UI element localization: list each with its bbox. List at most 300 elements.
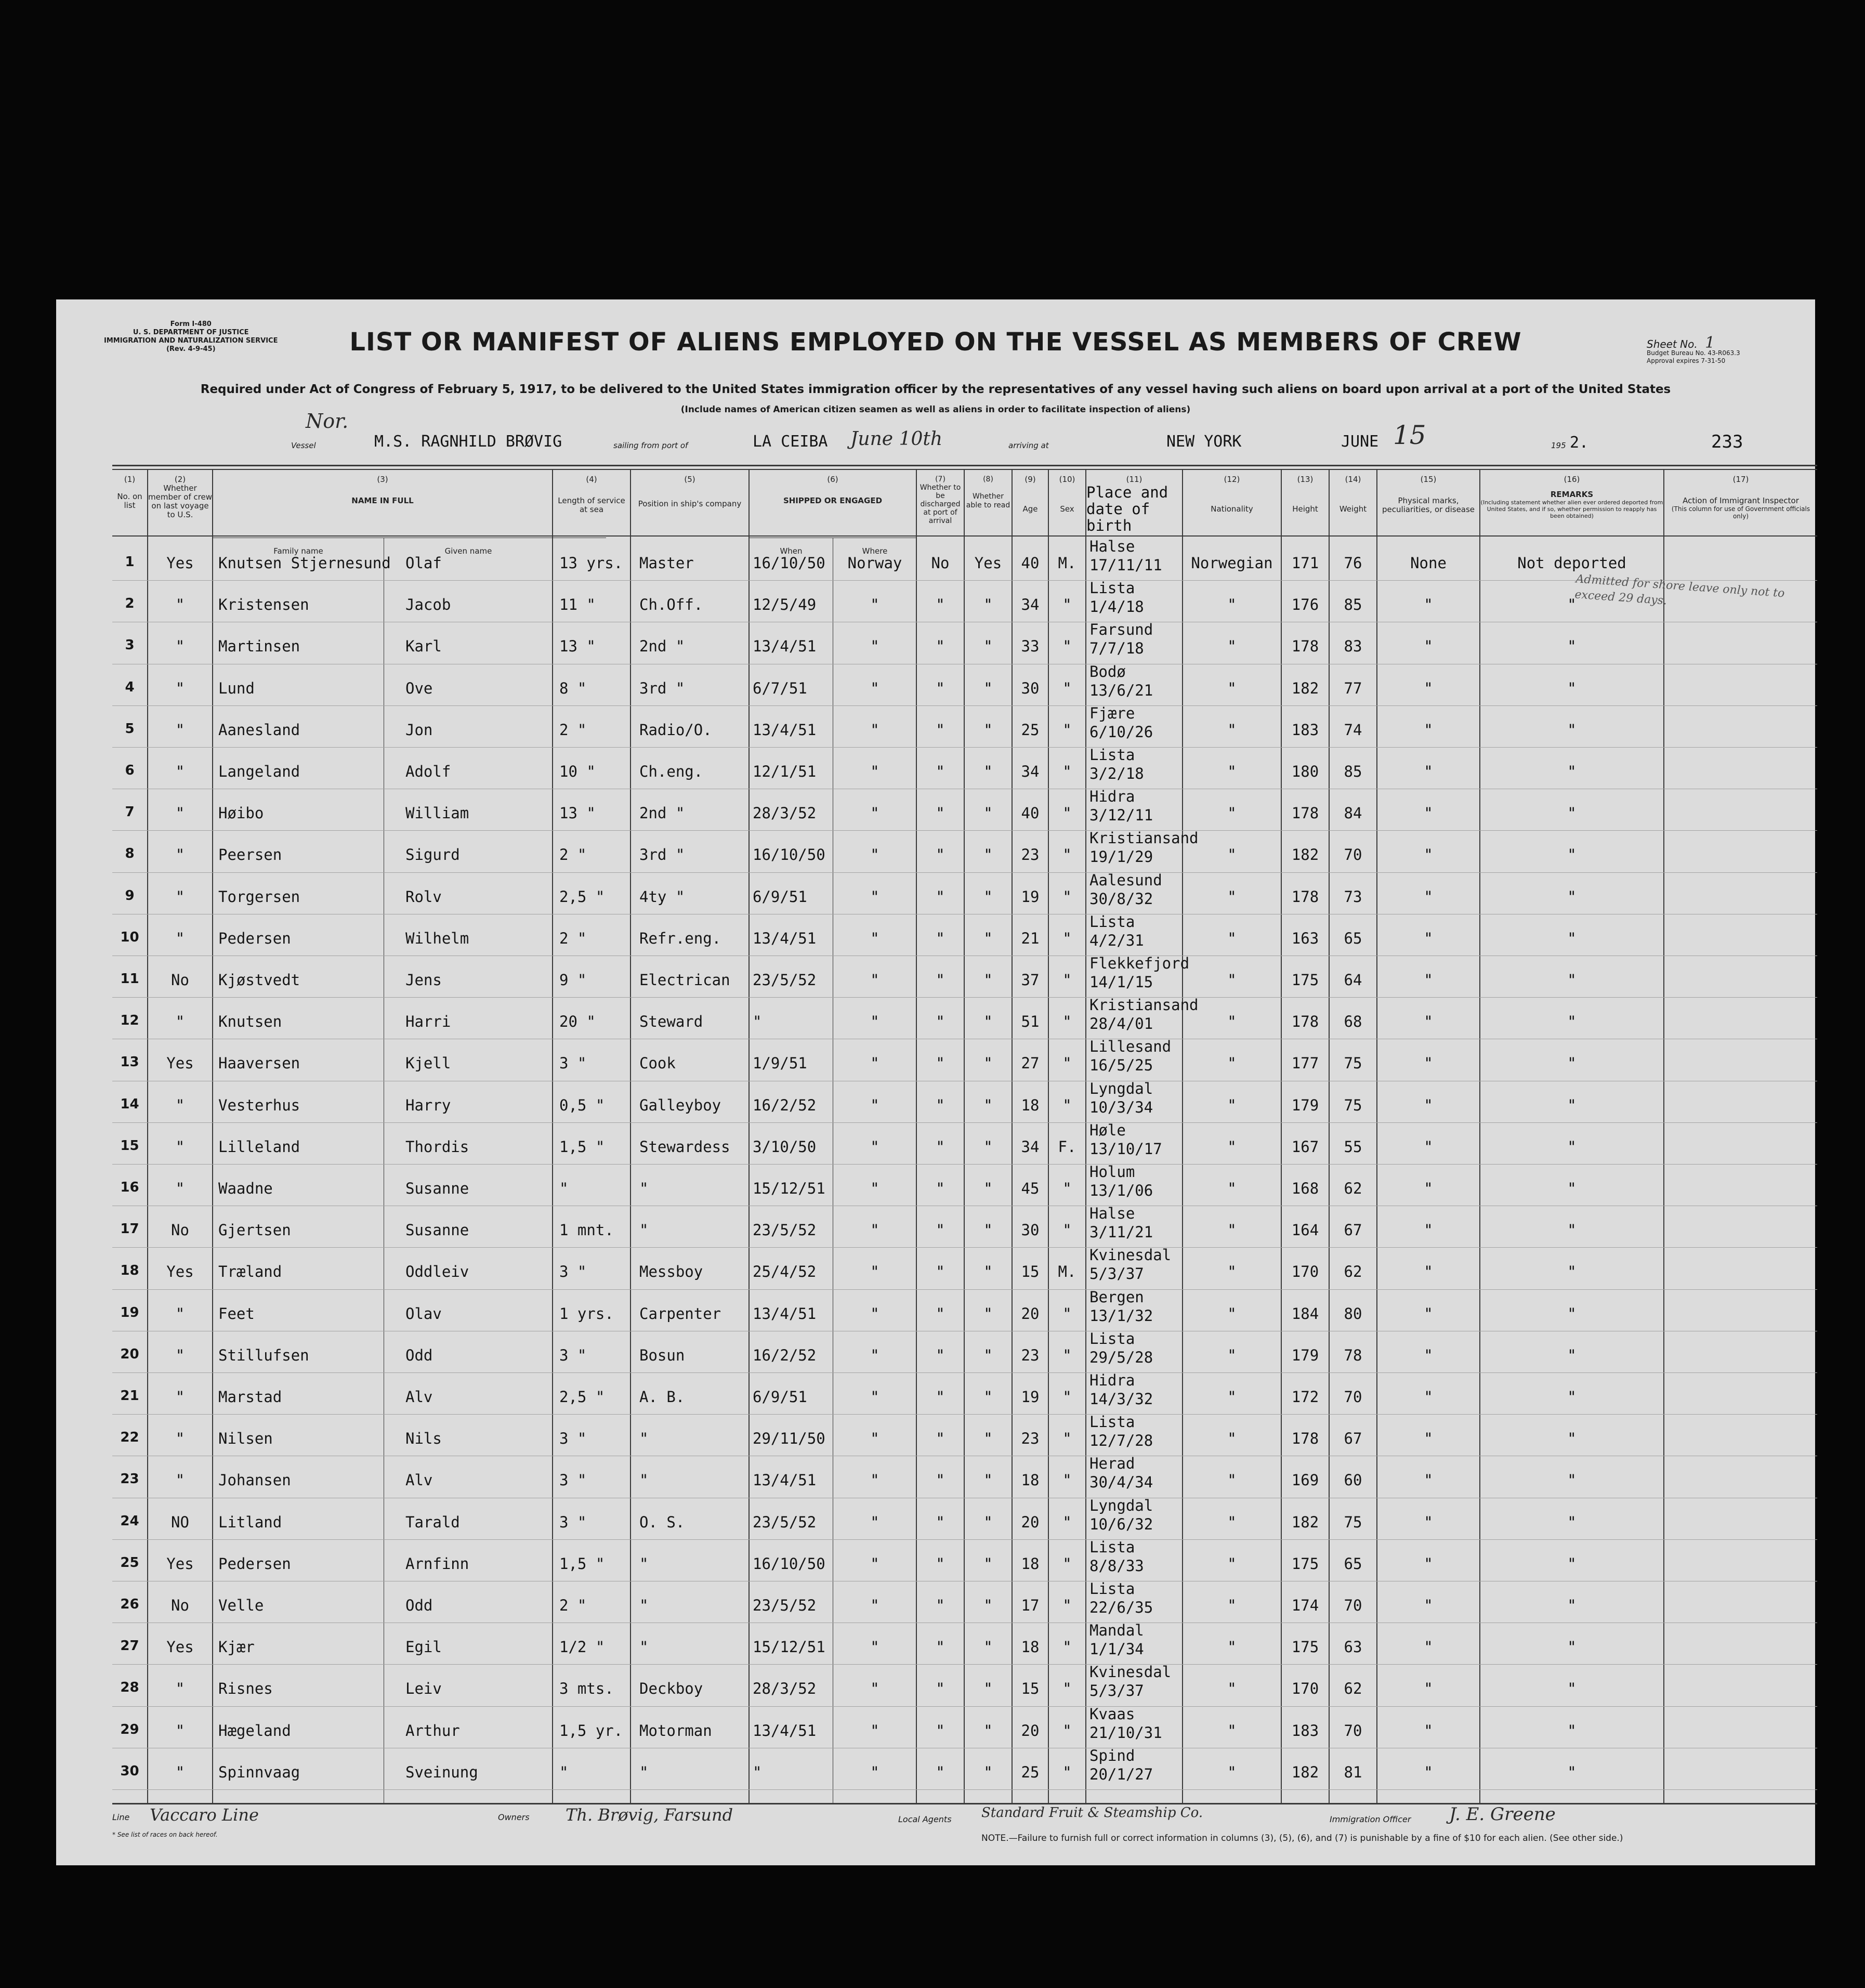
given-name: Sigurd bbox=[405, 846, 460, 864]
sex: " bbox=[1062, 804, 1072, 822]
age: 18 bbox=[1021, 1471, 1040, 1489]
birth-place: Bergen bbox=[1089, 1288, 1144, 1306]
shipped-when: 16/10/50 bbox=[753, 554, 825, 572]
row-number: 20 bbox=[120, 1346, 139, 1362]
last-voyage: " bbox=[175, 1013, 185, 1031]
height: 179 bbox=[1291, 1096, 1319, 1114]
row-rule bbox=[112, 1539, 1817, 1540]
position: " bbox=[639, 1638, 649, 1656]
shipped-when: 6/7/51 bbox=[753, 679, 807, 697]
vessel-prefix: Nor. bbox=[306, 410, 349, 433]
col-number: (8) bbox=[983, 475, 993, 483]
row-rule bbox=[112, 1414, 1817, 1415]
col-title: SHIPPED OR ENGAGED bbox=[783, 496, 883, 505]
height: 164 bbox=[1291, 1221, 1319, 1239]
able-to-read: " bbox=[983, 1013, 993, 1031]
shipped-where: " bbox=[870, 1346, 879, 1364]
nationality: " bbox=[1227, 1430, 1237, 1448]
discharge: " bbox=[936, 1430, 945, 1448]
remarks: " bbox=[1567, 1346, 1577, 1364]
birth-place: Lista bbox=[1089, 579, 1135, 597]
row-number: 19 bbox=[120, 1304, 139, 1320]
remarks: " bbox=[1567, 1221, 1577, 1239]
nationality: " bbox=[1227, 763, 1237, 780]
age: 30 bbox=[1021, 1221, 1040, 1239]
table-row bbox=[56, 748, 1815, 790]
height: 175 bbox=[1291, 971, 1319, 989]
last-voyage: " bbox=[175, 1388, 185, 1406]
birth-place: Lista bbox=[1089, 1538, 1135, 1556]
age: 18 bbox=[1021, 1096, 1040, 1114]
sex: " bbox=[1062, 1721, 1072, 1740]
nationality: " bbox=[1227, 846, 1237, 864]
able-to-read: " bbox=[983, 1471, 993, 1489]
birth-date: 13/1/32 bbox=[1089, 1306, 1153, 1325]
discharge: " bbox=[936, 596, 945, 614]
col-header-inspector bbox=[1664, 475, 1817, 520]
col-header-physical-marks bbox=[1377, 475, 1479, 514]
table-bottom-border bbox=[112, 1803, 1817, 1804]
col-number: (12) bbox=[1224, 475, 1240, 484]
col-title: Sex bbox=[1060, 504, 1074, 514]
birth-place: Spind bbox=[1089, 1746, 1135, 1764]
weight: 75 bbox=[1344, 1096, 1362, 1114]
col-title: Action of Immigrant Inspector bbox=[1683, 496, 1799, 505]
table-row bbox=[56, 1079, 1815, 1123]
family-name: Høibo bbox=[218, 804, 264, 822]
age: 34 bbox=[1021, 763, 1040, 780]
able-to-read: " bbox=[983, 1388, 993, 1406]
able-to-read: " bbox=[983, 846, 993, 864]
sex: " bbox=[1062, 721, 1072, 739]
given-name: Jens bbox=[405, 971, 442, 989]
row-rule bbox=[112, 1706, 1817, 1707]
birth-date: 28/4/01 bbox=[1089, 1015, 1153, 1033]
able-to-read: " bbox=[983, 1554, 993, 1573]
discharge: " bbox=[936, 1721, 945, 1740]
col-number: (4) bbox=[586, 475, 597, 484]
shipped-where: " bbox=[870, 1096, 879, 1114]
col-header-when: When bbox=[780, 546, 803, 556]
shipped-when: 15/12/51 bbox=[753, 1638, 825, 1656]
able-to-read: " bbox=[983, 637, 993, 656]
sex: " bbox=[1062, 1513, 1072, 1531]
row-number: 27 bbox=[120, 1638, 139, 1654]
sex: F. bbox=[1058, 1137, 1076, 1156]
sex: " bbox=[1062, 1471, 1072, 1489]
row-number: 23 bbox=[120, 1471, 139, 1487]
nationality: " bbox=[1227, 887, 1237, 906]
table-row bbox=[56, 581, 1815, 623]
shipped-where: " bbox=[870, 1680, 879, 1698]
weight: 55 bbox=[1344, 1137, 1362, 1156]
row-rule bbox=[112, 872, 1817, 873]
able-to-read: " bbox=[983, 1721, 993, 1740]
col-header-discharge bbox=[917, 475, 964, 525]
last-voyage: " bbox=[175, 1430, 185, 1448]
col-title: No. on list bbox=[117, 492, 142, 510]
length-of-service: 3 " bbox=[559, 1471, 587, 1489]
vessel-label: Vessel bbox=[291, 441, 316, 450]
row-number: 1 bbox=[125, 554, 135, 570]
able-to-read: " bbox=[983, 1054, 993, 1073]
shipped-where: Norway bbox=[847, 554, 902, 572]
shipped-where: " bbox=[870, 1221, 879, 1239]
officer-label: Immigration Officer bbox=[1330, 1814, 1411, 1824]
col-title: Weight bbox=[1339, 504, 1367, 514]
birth-date: 29/5/28 bbox=[1089, 1348, 1153, 1366]
age: 40 bbox=[1021, 804, 1040, 822]
discharge: " bbox=[936, 1597, 945, 1614]
birth-date: 5/3/37 bbox=[1089, 1265, 1144, 1283]
row-number: 4 bbox=[125, 679, 135, 695]
able-to-read: " bbox=[983, 1430, 993, 1448]
nationality: " bbox=[1227, 596, 1237, 614]
row-number: 28 bbox=[120, 1680, 139, 1696]
position: 3rd " bbox=[639, 846, 685, 864]
sex: " bbox=[1062, 1680, 1072, 1698]
birth-place: Farsund bbox=[1089, 621, 1153, 639]
physical-marks: " bbox=[1424, 1137, 1433, 1156]
birth-place: Kvinesdal bbox=[1089, 1663, 1172, 1681]
birth-date: 12/7/28 bbox=[1089, 1432, 1153, 1450]
family-name: Langeland bbox=[218, 763, 300, 780]
nationality: " bbox=[1227, 1388, 1237, 1406]
remarks: " bbox=[1567, 1304, 1577, 1323]
weight: 65 bbox=[1344, 929, 1362, 947]
family-name: Waadne bbox=[218, 1180, 273, 1197]
position: Ch.eng. bbox=[639, 763, 703, 780]
physical-marks: None bbox=[1410, 554, 1447, 572]
able-to-read: " bbox=[983, 1763, 993, 1781]
arrival-day: 15 bbox=[1393, 420, 1426, 450]
given-name: Susanne bbox=[405, 1221, 469, 1239]
discharge: " bbox=[936, 637, 945, 656]
physical-marks: " bbox=[1424, 1554, 1433, 1573]
height: 170 bbox=[1291, 1680, 1319, 1698]
physical-marks: " bbox=[1424, 1471, 1433, 1489]
given-name: Adolf bbox=[405, 763, 451, 780]
height: 171 bbox=[1291, 554, 1319, 572]
given-name: Tarald bbox=[405, 1513, 460, 1531]
row-number: 6 bbox=[125, 763, 135, 778]
discharge: " bbox=[936, 1680, 945, 1698]
discharge: " bbox=[936, 1013, 945, 1031]
age: 51 bbox=[1021, 1013, 1040, 1031]
remarks: " bbox=[1567, 1471, 1577, 1489]
col-header-birth bbox=[1086, 475, 1182, 534]
height: 167 bbox=[1291, 1137, 1319, 1156]
length-of-service: " bbox=[559, 1180, 569, 1197]
col-title: Height bbox=[1292, 504, 1318, 514]
family-name: Torgersen bbox=[218, 887, 300, 906]
col-header-where: Where bbox=[862, 546, 888, 556]
department-name: U. S. DEPARTMENT OF JUSTICE bbox=[133, 329, 249, 336]
age: 15 bbox=[1021, 1263, 1040, 1281]
shipped-where: " bbox=[870, 1554, 879, 1573]
length-of-service: 13 yrs. bbox=[559, 554, 623, 572]
height: 183 bbox=[1291, 721, 1319, 739]
birth-date: 30/4/34 bbox=[1089, 1473, 1153, 1492]
position: " bbox=[639, 1430, 649, 1448]
shipped-where: " bbox=[870, 846, 879, 864]
last-voyage: " bbox=[175, 804, 185, 822]
shipped-where: " bbox=[870, 679, 879, 697]
shipped-where: " bbox=[870, 596, 879, 614]
shipped-where: " bbox=[870, 721, 879, 739]
sex: " bbox=[1062, 846, 1072, 864]
height: 184 bbox=[1291, 1304, 1319, 1323]
col-title: Whether member of crew on last voyage to U.S. bbox=[148, 483, 212, 519]
able-to-read: " bbox=[983, 1304, 993, 1323]
row-rule bbox=[112, 705, 1817, 706]
discharge: " bbox=[936, 1638, 945, 1656]
able-to-read: " bbox=[983, 929, 993, 947]
able-to-read: " bbox=[983, 1513, 993, 1531]
height: 183 bbox=[1291, 1721, 1319, 1740]
nationality: " bbox=[1227, 637, 1237, 656]
form-revision: (Rev. 4-9-45) bbox=[166, 345, 216, 353]
length-of-service: 13 " bbox=[559, 804, 596, 822]
sex: " bbox=[1062, 637, 1072, 656]
page-title: LIST OR MANIFEST OF ALIENS EMPLOYED ON THE VESSEL AS MEMBERS OF CREW bbox=[349, 328, 1522, 357]
discharge: " bbox=[936, 887, 945, 906]
family-name: Peersen bbox=[218, 846, 282, 864]
given-name: Susanne bbox=[405, 1180, 469, 1197]
family-name: Gjertsen bbox=[218, 1221, 291, 1239]
position: A. B. bbox=[639, 1388, 685, 1406]
stamp-number: 233 bbox=[1711, 431, 1743, 452]
position: " bbox=[639, 1597, 649, 1614]
family-name: Kjøstvedt bbox=[218, 971, 300, 989]
length-of-service: 1,5 " bbox=[559, 1554, 605, 1573]
table-row bbox=[56, 912, 1815, 957]
col-number: (15) bbox=[1420, 475, 1437, 484]
birth-date: 3/12/11 bbox=[1089, 806, 1153, 825]
height: 182 bbox=[1291, 1763, 1319, 1781]
col-header-service bbox=[553, 475, 630, 514]
discharge: " bbox=[936, 1763, 945, 1781]
discharge: " bbox=[936, 721, 945, 739]
birth-date: 19/1/29 bbox=[1089, 848, 1153, 866]
col-number: (3) bbox=[377, 475, 388, 484]
col-number: (17) bbox=[1732, 475, 1749, 484]
remarks: " bbox=[1567, 971, 1577, 989]
age: 20 bbox=[1021, 1513, 1040, 1531]
given-name: Egil bbox=[405, 1638, 442, 1656]
discharge: " bbox=[936, 679, 945, 697]
discharge: " bbox=[936, 1180, 945, 1197]
physical-marks: " bbox=[1424, 1096, 1433, 1114]
discharge: " bbox=[936, 971, 945, 989]
sex: " bbox=[1062, 1763, 1072, 1781]
col-number: (7) bbox=[935, 475, 945, 483]
sex: " bbox=[1062, 887, 1072, 906]
last-voyage: " bbox=[175, 846, 185, 864]
given-name: Kjell bbox=[405, 1054, 451, 1073]
family-name: Haaversen bbox=[218, 1054, 300, 1073]
shipped-when: 13/4/51 bbox=[753, 1721, 817, 1740]
remarks: " bbox=[1567, 1263, 1577, 1281]
form-number: Form I-480 bbox=[170, 320, 212, 328]
birth-place: Kvaas bbox=[1089, 1705, 1135, 1723]
shipped-when: 16/2/52 bbox=[753, 1096, 817, 1114]
sex: " bbox=[1062, 1430, 1072, 1448]
row-number: 9 bbox=[125, 887, 135, 904]
age: 20 bbox=[1021, 1721, 1040, 1740]
shipped-where: " bbox=[870, 1180, 879, 1197]
family-name: Spinnvaag bbox=[218, 1763, 300, 1781]
weight: 78 bbox=[1344, 1346, 1362, 1364]
given-name: William bbox=[405, 804, 469, 822]
row-number: 22 bbox=[120, 1430, 139, 1446]
family-name: Aanesland bbox=[218, 721, 300, 739]
shipped-where: " bbox=[870, 637, 879, 656]
family-name: Hægeland bbox=[218, 1721, 291, 1740]
sheet-number-value: 1 bbox=[1705, 334, 1715, 352]
age: 30 bbox=[1021, 679, 1040, 697]
table-row bbox=[56, 1621, 1815, 1665]
birth-place: Herad bbox=[1089, 1455, 1135, 1473]
discharge: " bbox=[936, 1263, 945, 1281]
length-of-service: 1,5 yr. bbox=[559, 1721, 623, 1740]
col-header-nationality bbox=[1183, 475, 1281, 514]
age: 20 bbox=[1021, 1304, 1040, 1323]
birth-date: 3/2/18 bbox=[1089, 765, 1144, 782]
physical-marks: " bbox=[1424, 596, 1433, 614]
physical-marks: " bbox=[1424, 1388, 1433, 1406]
row-rule bbox=[112, 1122, 1817, 1123]
position: Bosun bbox=[639, 1346, 685, 1364]
family-name: Feet bbox=[218, 1304, 255, 1323]
nationality: " bbox=[1227, 971, 1237, 989]
length-of-service: " bbox=[559, 1763, 569, 1781]
nationality: " bbox=[1227, 1721, 1237, 1740]
shipped-where: " bbox=[870, 1638, 879, 1656]
col-number: (5) bbox=[684, 475, 695, 484]
last-voyage: " bbox=[175, 721, 185, 739]
given-name: Sveinung bbox=[405, 1763, 478, 1781]
height: 172 bbox=[1291, 1388, 1319, 1406]
last-voyage: No bbox=[171, 1221, 189, 1239]
shipped-when: 16/2/52 bbox=[753, 1346, 817, 1364]
row-number: 18 bbox=[120, 1263, 139, 1279]
physical-marks: " bbox=[1424, 1638, 1433, 1656]
birth-place: Mandal bbox=[1089, 1621, 1144, 1640]
col-number: (13) bbox=[1297, 475, 1314, 484]
last-voyage: " bbox=[175, 1471, 185, 1489]
discharge: " bbox=[936, 1346, 945, 1364]
col-number: (16) bbox=[1564, 475, 1580, 484]
shipped-when: 13/4/51 bbox=[753, 637, 817, 656]
shipped-when: 23/5/52 bbox=[753, 1513, 817, 1531]
row-number: 2 bbox=[125, 596, 135, 612]
given-name: Karl bbox=[405, 637, 442, 656]
nationality: " bbox=[1227, 1180, 1237, 1197]
weight: 73 bbox=[1344, 887, 1362, 906]
shipped-where: " bbox=[870, 1430, 879, 1448]
weight: 80 bbox=[1344, 1304, 1362, 1323]
age: 23 bbox=[1021, 1430, 1040, 1448]
weight: 67 bbox=[1344, 1221, 1362, 1239]
length-of-service: 1,5 " bbox=[559, 1137, 605, 1156]
row-rule bbox=[112, 1289, 1817, 1290]
length-of-service: 10 " bbox=[559, 763, 596, 780]
nationality: Norwegian bbox=[1191, 554, 1273, 572]
remarks: " bbox=[1567, 1763, 1577, 1781]
weight: 83 bbox=[1344, 637, 1362, 656]
family-name: Lilleland bbox=[218, 1137, 300, 1156]
last-voyage: Yes bbox=[166, 554, 194, 572]
shipped-when: 1/9/51 bbox=[753, 1054, 807, 1073]
weight: 77 bbox=[1344, 679, 1362, 697]
budget-info bbox=[1647, 349, 1740, 365]
height: 175 bbox=[1291, 1638, 1319, 1656]
length-of-service: 20 " bbox=[559, 1013, 596, 1031]
position: " bbox=[639, 1180, 649, 1197]
last-voyage: " bbox=[175, 1763, 185, 1781]
remarks: " bbox=[1567, 1680, 1577, 1698]
row-rule bbox=[112, 1164, 1817, 1165]
last-voyage: " bbox=[175, 929, 185, 947]
col-header-read bbox=[965, 475, 1012, 510]
row-number: 7 bbox=[125, 804, 135, 820]
age: 25 bbox=[1021, 1763, 1040, 1781]
last-voyage: " bbox=[175, 637, 185, 656]
birth-place: Lista bbox=[1089, 746, 1135, 764]
physical-marks: " bbox=[1424, 1346, 1433, 1364]
remarks: " bbox=[1567, 1096, 1577, 1114]
discharge: " bbox=[936, 1513, 945, 1531]
row-number: 8 bbox=[125, 846, 135, 862]
family-name: Træland bbox=[218, 1263, 282, 1281]
remarks: " bbox=[1567, 1513, 1577, 1531]
family-name: Velle bbox=[218, 1597, 264, 1614]
weight: 84 bbox=[1344, 804, 1362, 822]
family-name: Martinsen bbox=[218, 637, 300, 656]
remarks: " bbox=[1567, 596, 1577, 614]
length-of-service: 2,5 " bbox=[559, 1388, 605, 1406]
birth-place: Fjære bbox=[1089, 704, 1135, 722]
row-rule bbox=[112, 1372, 1817, 1373]
height: 178 bbox=[1291, 637, 1319, 656]
row-number: 3 bbox=[125, 637, 135, 653]
given-name: Nils bbox=[405, 1430, 442, 1448]
given-name: Arnfinn bbox=[405, 1554, 469, 1573]
given-name: Arthur bbox=[405, 1721, 460, 1740]
remarks: " bbox=[1567, 763, 1577, 780]
weight: 62 bbox=[1344, 1680, 1362, 1698]
given-name: Alv bbox=[405, 1471, 433, 1489]
length-of-service: 13 " bbox=[559, 637, 596, 656]
length-of-service: 3 mts. bbox=[559, 1680, 614, 1698]
row-rule bbox=[112, 1664, 1817, 1665]
sex: " bbox=[1062, 1346, 1072, 1364]
remarks: " bbox=[1567, 804, 1577, 822]
position: 2nd " bbox=[639, 804, 685, 822]
able-to-read: " bbox=[983, 1597, 993, 1614]
shipped-when: 13/4/51 bbox=[753, 721, 817, 739]
shipped-where: " bbox=[870, 1388, 879, 1406]
row-number: 15 bbox=[120, 1137, 139, 1154]
family-name: Lund bbox=[218, 679, 255, 697]
discharge: " bbox=[936, 1554, 945, 1573]
physical-marks: " bbox=[1424, 1221, 1433, 1239]
age: 25 bbox=[1021, 721, 1040, 739]
shipped-when: " bbox=[753, 1013, 762, 1031]
family-name: Knutsen bbox=[218, 1013, 282, 1031]
birth-date: 20/1/27 bbox=[1089, 1765, 1153, 1783]
